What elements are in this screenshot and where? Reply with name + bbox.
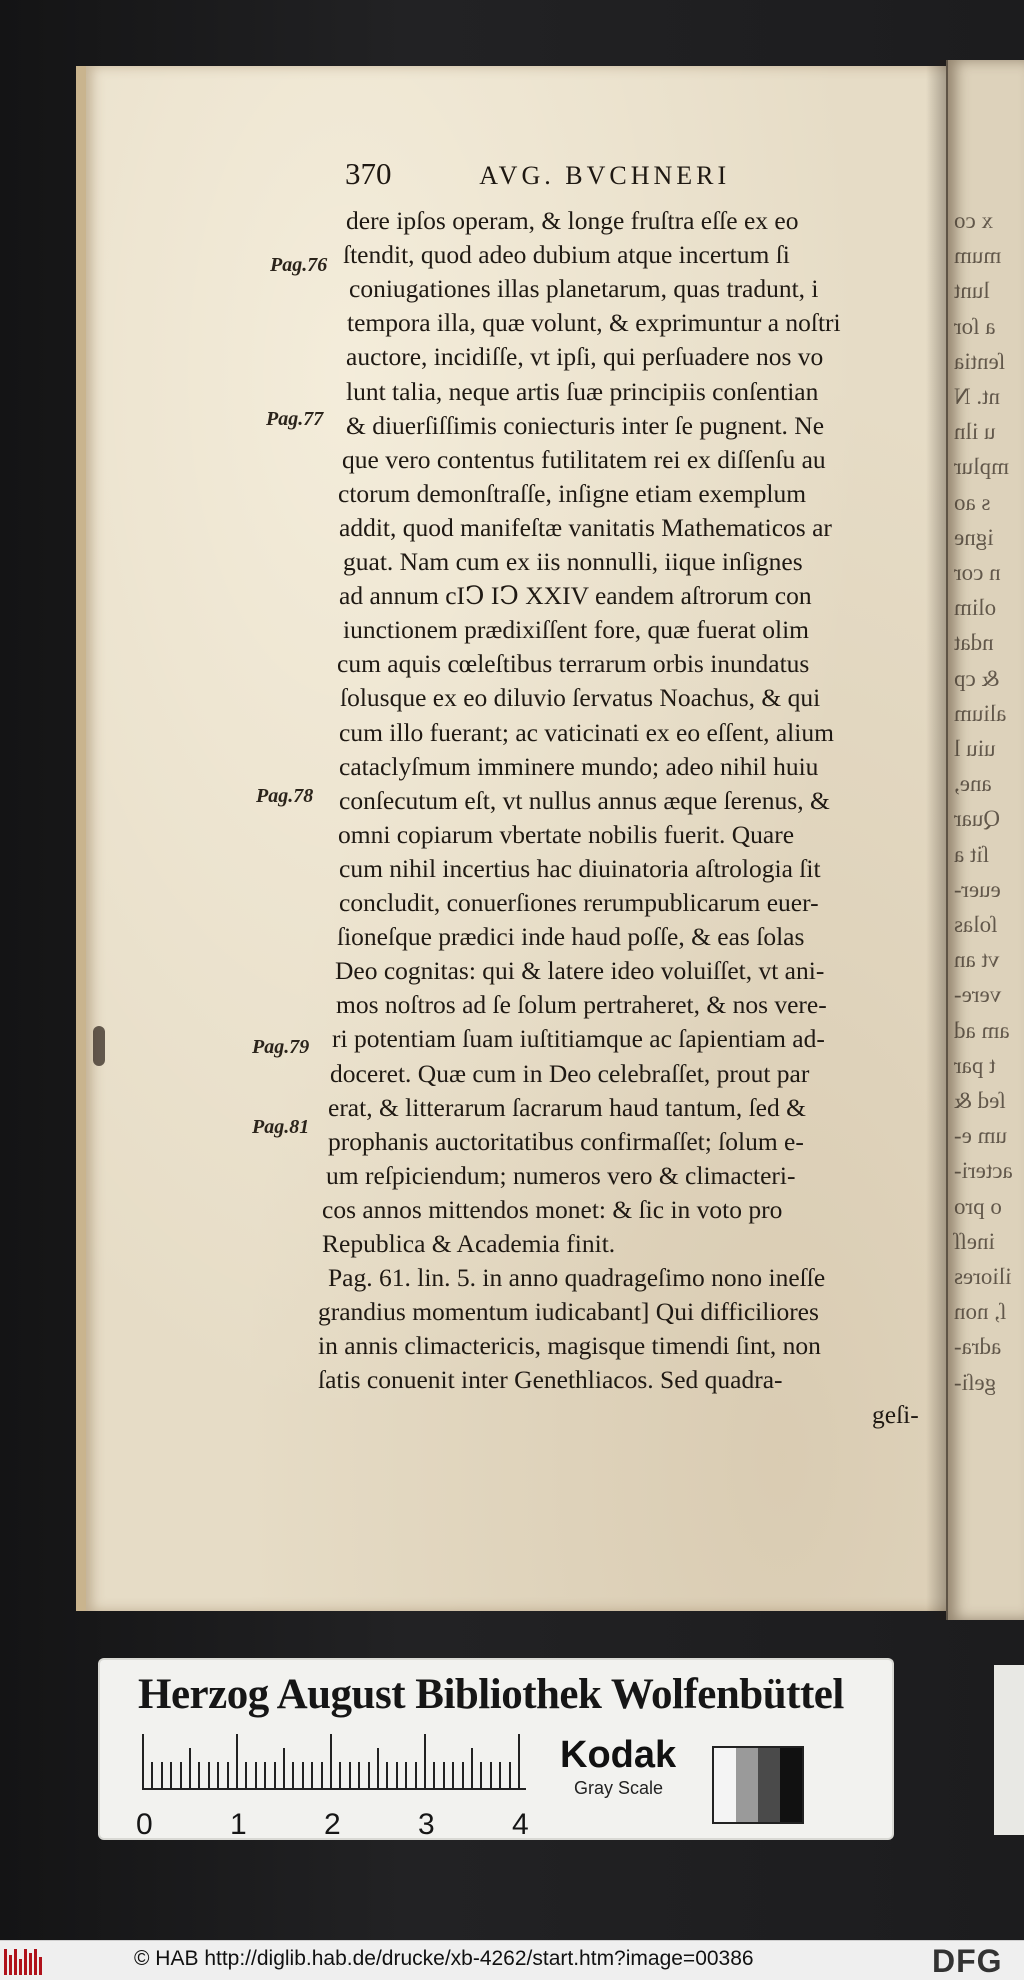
- text-line: auctore, incidiſſe, vt ipſi, qui perſuadere nos vo: [346, 342, 824, 372]
- text-line: ſolusque ex eo diluvio ſervatus Noachus, & qui: [340, 683, 821, 713]
- margin-note: Pag.76: [270, 254, 328, 276]
- text-line: doceret. Quæ cum in Deo celebraſſet, prout par: [330, 1058, 810, 1088]
- facing-text-line: vere-: [954, 982, 1002, 1008]
- facing-text-line: uiu l: [954, 736, 996, 761]
- facing-text-line: am ad: [954, 1017, 1010, 1043]
- ruler-tick: [349, 1762, 351, 1788]
- gray-patch: [736, 1748, 758, 1822]
- ruler-tick: [358, 1762, 360, 1788]
- facing-text-line: euer-: [954, 876, 1001, 902]
- ruler-number: 1: [230, 1808, 247, 1841]
- facing-text-line: ane,: [954, 771, 992, 797]
- text-line: prophanis auctoritatibus confirmaſſet; ſolum e-: [328, 1126, 804, 1156]
- footer-bar: [0, 1940, 1024, 1980]
- ruler-tick: [264, 1762, 266, 1788]
- margin-note: Pag.78: [256, 785, 314, 807]
- facing-text-line: u iln: [954, 419, 996, 445]
- footer-copyright-link[interactable]: © HAB http://diglib.hab.de/drucke/xb-4262/start.htm?image=00386: [134, 1947, 754, 1970]
- facing-text-line: ſ, non: [954, 1299, 1007, 1325]
- ruler-tick: [274, 1762, 276, 1788]
- text-line: ctorum demonſtraſſe, inſigne etiam exemplum: [338, 478, 807, 508]
- ruler-tick: [217, 1762, 219, 1788]
- text-line: guat. Nam cum ex iis nonnulli, iique inſignes: [343, 547, 803, 576]
- margin-note: Pag.81: [252, 1116, 310, 1138]
- text-line: omni copiarum vbertate nobilis fuerit. Quare: [338, 819, 795, 849]
- ruler-tick: [339, 1762, 341, 1788]
- ruler-tick: [283, 1748, 285, 1788]
- gray-scale-patches: [712, 1746, 804, 1824]
- ruler-tick: [471, 1748, 473, 1788]
- ruler-tick: [415, 1762, 417, 1788]
- ruler-tick: [302, 1762, 304, 1788]
- ruler-tick: [424, 1734, 426, 1788]
- ruler-tick: [368, 1762, 370, 1788]
- color-calibration-card: [100, 1660, 892, 1841]
- facing-text-line: Quar: [954, 806, 1000, 832]
- ruler-tick: [377, 1748, 379, 1788]
- facing-text-line: ndat: [954, 630, 994, 656]
- running-head: [345, 156, 865, 196]
- ruler-tick: [208, 1762, 210, 1788]
- card-title: Herzog August Bibliothek Wolfenbüttel: [138, 1671, 844, 1718]
- hab-barcode-icon: [4, 1947, 44, 1975]
- facing-text-line: iliores: [954, 1264, 1012, 1289]
- ruler-number: 4: [512, 1808, 529, 1841]
- text-line: ad annum cIↃ IↃ XXIV eandem aſtrorum con: [339, 581, 812, 611]
- facing-text-line: lunt: [954, 278, 990, 304]
- ruler-tick: [245, 1762, 247, 1788]
- facing-text-line: a ſor: [954, 313, 996, 339]
- ruler-tick: [462, 1762, 464, 1788]
- text-line: addit, quod manifeſtæ vanitatis Mathematicos ar: [339, 512, 832, 542]
- facing-text-line: olim: [954, 595, 997, 621]
- text-line: mos noſtros ad ſe ſolum pertraheret, & nos vere-: [336, 990, 827, 1020]
- ruler-tick: [189, 1748, 191, 1788]
- ruler-tick: [227, 1762, 229, 1788]
- facing-text-line: n cor: [954, 560, 1001, 585]
- page-number: 370: [345, 156, 392, 191]
- text-line: lunt talia, neque artis ſuæ principiis conſentian: [346, 376, 819, 406]
- text-line: in annis climactericis, magisque timendi ſint, non: [318, 1331, 821, 1361]
- gutter-shadow: [926, 60, 948, 1620]
- text-line: Republica & Academia finit.: [322, 1229, 616, 1258]
- facing-text-line: alium: [954, 700, 1007, 726]
- ruler-tick: [490, 1762, 492, 1788]
- ruler-tick: [386, 1762, 388, 1788]
- ruler-tick: [396, 1762, 398, 1788]
- text-line: ſioneſque prædici inde haud poſſe, & eas ſolas: [337, 922, 805, 952]
- text-line: que vero contentus futilitatem rei ex diſſenſu au: [342, 444, 826, 474]
- facing-text-line: vt an: [954, 947, 1000, 973]
- text-line: um reſpiciendum; numeros vero & climacteri-: [326, 1160, 796, 1190]
- margin-note: Pag.79: [252, 1036, 310, 1058]
- gray-patch: [714, 1748, 736, 1822]
- facing-text-line: igne: [954, 524, 994, 550]
- facing-text-line: geſi-: [954, 1369, 997, 1395]
- ruler-number: 3: [418, 1808, 435, 1841]
- ruler-tick: [142, 1734, 144, 1788]
- ruler-tick: [236, 1734, 238, 1788]
- ruler-tick: [161, 1762, 163, 1788]
- text-line: ſtendit, quod adeo dubium atque incertum ſi: [343, 240, 790, 270]
- ruler-tick: [509, 1762, 511, 1788]
- gray-patch: [758, 1748, 780, 1822]
- text-line: concludit, conuerſiones rerumpublicarum euer-: [339, 888, 819, 917]
- facing-text-line: & cp: [954, 665, 1000, 691]
- gray-patch: [780, 1748, 802, 1822]
- text-line: erat, & litterarum ſacrarum haud tantum, ſed &: [328, 1092, 806, 1122]
- ruler-tick: [151, 1762, 153, 1788]
- facing-text-line: um e-: [954, 1123, 1008, 1149]
- ruler: [142, 1732, 526, 1790]
- facing-text-line: adra-: [954, 1334, 1002, 1360]
- text-line: dere ipſos operam, & longe fruſtra eſſe ex eo: [346, 206, 799, 235]
- text-line: cum nihil incertius hac diuinatoria aſtrologia ſit: [339, 853, 821, 883]
- ruler-tick: [330, 1734, 332, 1788]
- text-line: Pag. 61. lin. 5. in anno quadrageſimo nono ineſſe: [328, 1263, 826, 1293]
- text-line: coniugationes illas planetarum, quas tradunt, i: [349, 274, 819, 304]
- gray-scale-label: Gray Scale: [574, 1778, 664, 1798]
- ruler-tick: [405, 1762, 407, 1788]
- text-line: grandius momentum iudicabant] Qui difficiliores: [318, 1297, 819, 1327]
- facing-text-line: mum: [954, 243, 1002, 269]
- kodak-logo: Kodak: [560, 1734, 677, 1776]
- facing-text-line: ſed &: [954, 1088, 1006, 1113]
- ruler-tick: [180, 1762, 182, 1788]
- text-line: cataclyſmum imminere mundo; adeo nihil huiu: [339, 751, 819, 781]
- facing-text-line: ſit a: [954, 841, 990, 867]
- text-line: tempora illa, quæ volunt, & exprimuntur a noſtri: [347, 308, 841, 338]
- margin-note: Pag.77: [266, 408, 324, 430]
- ruler-tick: [311, 1762, 313, 1788]
- binding-mark: [93, 1026, 105, 1066]
- facing-text-line: acteri-: [954, 1158, 1013, 1184]
- dfg-logo: DFG: [932, 1943, 1003, 1979]
- facing-text-line: mplur: [954, 454, 1009, 480]
- ruler-number: 2: [324, 1808, 341, 1841]
- text-line: ſatis conuenit inter Genethliacos. Sed quadra-: [318, 1365, 783, 1395]
- facing-text-line: ineſſ: [954, 1228, 995, 1254]
- text-line: iunctionem prædixiſſent fore, quæ fuerat olim: [343, 615, 809, 645]
- facing-text-line: x co: [954, 208, 993, 233]
- text-line: geſi-: [872, 1399, 919, 1429]
- facing-text-line: t par: [954, 1052, 996, 1078]
- ruler-tick: [452, 1762, 454, 1788]
- ruler-tick: [292, 1762, 294, 1788]
- ruler-tick: [518, 1734, 520, 1788]
- text-line: & diuerſiſſimis coniecturis inter ſe pugnent. Ne: [346, 410, 825, 440]
- text-line: conſecutum eſt, vt nullus annus æque ſerenus, &: [339, 785, 830, 815]
- ruler-tick: [480, 1762, 482, 1788]
- facing-text-line: ſentia: [954, 348, 1006, 374]
- running-title: AVG. BVCHNERI: [479, 161, 731, 190]
- ruler-tick: [499, 1762, 501, 1788]
- facing-text-line: nt. N: [954, 384, 1000, 409]
- ruler-tick: [255, 1762, 257, 1788]
- text-line: cum illo fuerant; ac vaticinati ex eo eſſent, alium: [339, 717, 834, 747]
- facing-text-line: o pro: [954, 1193, 1002, 1219]
- ruler-tick: [433, 1762, 435, 1788]
- second-card-edge: [994, 1665, 1024, 1835]
- ruler-tick: [198, 1762, 200, 1788]
- ruler-tick: [321, 1762, 323, 1788]
- text-line: cos annos mittendos monet: & ſic in voto pro: [322, 1194, 783, 1224]
- facing-text-line: ſolas: [954, 912, 998, 937]
- text-line: ri potentiam ſuam iuſtitiamque ac ſapientiam ad-: [332, 1024, 825, 1054]
- facing-text-line: s ao: [954, 489, 991, 515]
- text-line: Deo cognitas: qui & latere ideo voluiſſet, vt ani-: [335, 956, 825, 986]
- ruler-tick: [443, 1762, 445, 1788]
- ruler-tick: [170, 1762, 172, 1788]
- ruler-number: 0: [136, 1808, 153, 1841]
- text-line: cum aquis cœleſtibus terrarum orbis inundatus: [337, 649, 810, 679]
